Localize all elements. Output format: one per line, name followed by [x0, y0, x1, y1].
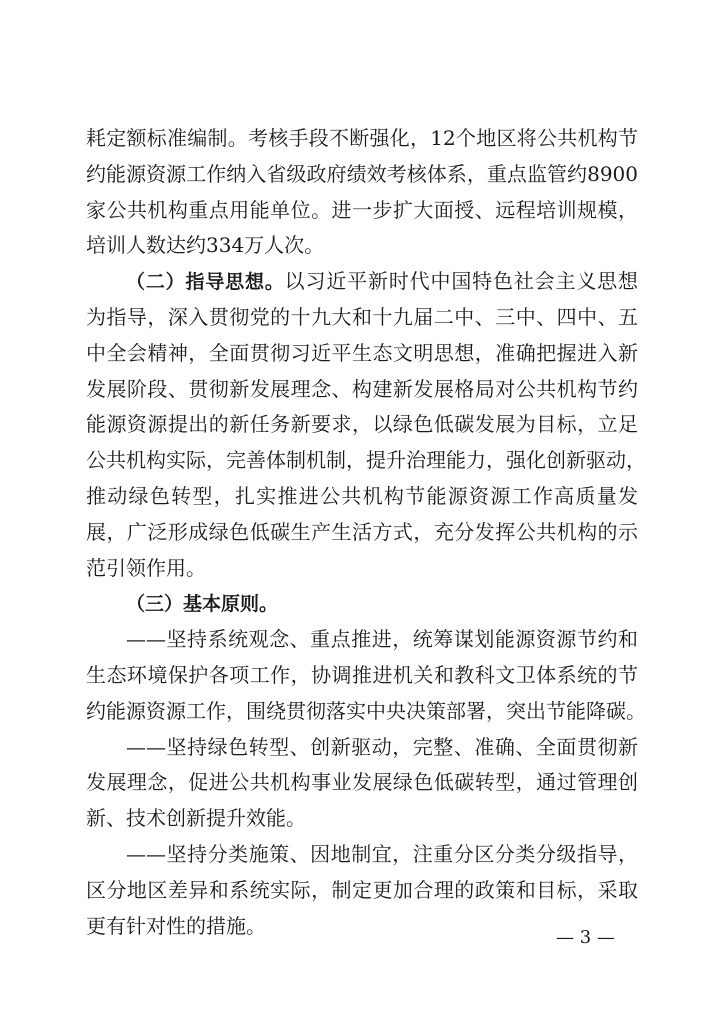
- principle-systematic: [86, 622, 646, 729]
- text-line: 生态环境保护各项工作，协调推进机关和教科文卫体系统的节: [86, 662, 638, 687]
- text-line: 发展阶段、贯彻新发展理念、构建新发展格局对公共机构节约: [86, 376, 638, 401]
- text-line: 约能源资源工作，围绕贯彻落实中央决策部署，突出节能降碳。: [86, 698, 646, 723]
- text-line: 发展理念，促进公共机构事业发展绿色低碳转型，通过管理创: [86, 770, 638, 795]
- text-line: 推动绿色转型，扎实推进公共机构节能源资源工作高质量发: [86, 483, 638, 508]
- text-span: 以习近平新时代中国特色社会主义思想: [284, 269, 638, 294]
- text-line: 区分地区差异和系统实际，制定更加合理的政策和目标，采取: [86, 877, 638, 902]
- section-guiding-thought: [86, 264, 646, 586]
- text-line: ——坚持分类施策、因地制宜，注重分区分类分级指导，: [126, 841, 638, 866]
- section-heading: （三）基本原则。: [126, 593, 279, 616]
- text-line: 耗定额标准编制。考核手段不断强化，12个地区将公共机构节: [86, 126, 638, 150]
- page-number: — 3 —: [556, 927, 615, 948]
- section-first-line: [86, 264, 638, 300]
- section-basic-principles: [86, 586, 638, 622]
- text-line: ——坚持系统观念、重点推进，统筹谋划能源资源节约和: [126, 627, 638, 652]
- document-body: [86, 121, 646, 944]
- text-line: 培训人数达约334万人次。: [86, 233, 325, 258]
- text-line: 更有针对性的措施。: [86, 913, 266, 938]
- text-line: 约能源资源工作纳入省级政府绩效考核体系，重点监管约8900: [86, 161, 638, 186]
- text-line: 新、技术创新提升效能。: [86, 806, 306, 831]
- text-line: 展，广泛形成绿色低碳生产生活方式，充分发挥公共机构的示: [86, 519, 638, 544]
- section-first-line: [86, 586, 638, 622]
- text-line: 中全会精神，全面贯彻习近平生态文明思想，准确把握进入新: [86, 340, 638, 365]
- principle-green-transition: [86, 730, 638, 837]
- text-line: 范引领作用。: [86, 555, 206, 580]
- section-heading: （二）指导思想。: [126, 271, 285, 294]
- text-line: 家公共机构重点用能单位。进一步扩大面授、远程培训规模，: [86, 197, 638, 222]
- text-line: ——坚持绿色转型、创新驱动，完整、准确、全面贯彻新: [126, 734, 638, 759]
- text-line: 能源资源提出的新任务新要求，以绿色低碳发展为目标，立足: [86, 412, 638, 437]
- paragraph-intro: [86, 121, 638, 264]
- text-line: 公共机构实际，完善体制机制，提升治理能力，强化创新驱动，: [86, 448, 646, 473]
- text-line: 为指导，深入贯彻党的十九大和十九届二中、三中、四中、五: [86, 304, 638, 329]
